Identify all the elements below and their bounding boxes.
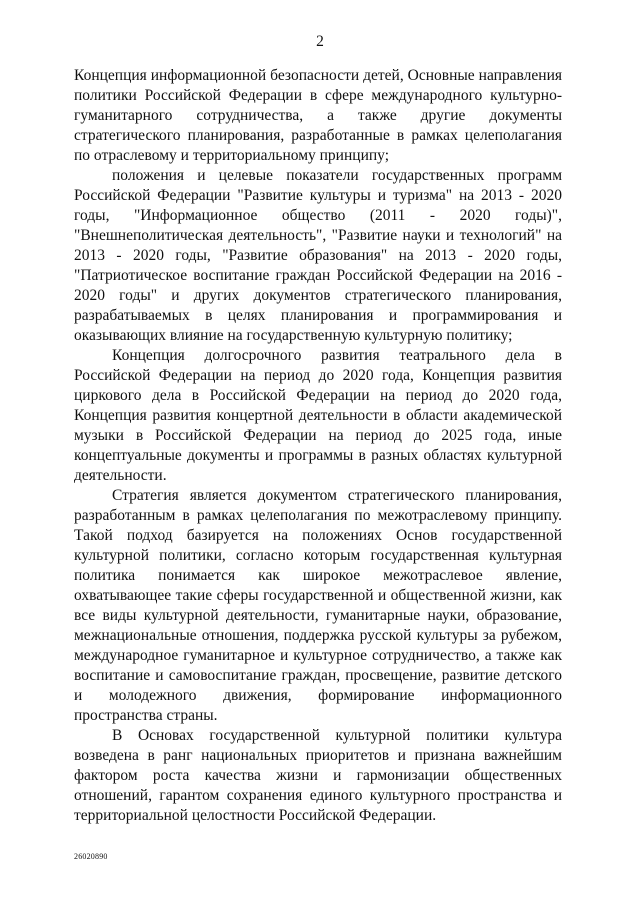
- paragraph: Концепция долгосрочного развития театрального дела в Российской Федерации на период до 2020 года, Концепция развития циркового дела в Российской Федерации на период до 2020 года, Концепция развития концертной деятельности в области академической музыки в Российской Федерации на период до 2025 года, иные концептуальные документы и программы в разных областях культурной деятельности.: [74, 347, 562, 484]
- paragraph: положения и целевые показатели государственных программ Российской Федерации "Развитие культуры и туризма" на 2013 - 2020 годы, "Информационное общество (2011 - 2020 годы)", "Внешнеполитическая деятельность", "Развитие науки и технологий" на 2013 - 2020 годы, "Развитие образования" на 2013 - 2020 годы, "Патриотическое воспитание граждан Российской Федерации на 2016 - 2020 годы" и других документов стратегического планирования, разрабатываемых в целях планирования и программирования и оказывающих влияние на государственную культурную политику;: [74, 167, 562, 344]
- paragraph: В Основах государственной культурной политики культура возведена в ранг национальных приоритетов и признана важнейшим фактором роста качества жизни и гармонизации общественных отношений, гарантом сохранения единого культурного пространства и территориальной целостности Российской Федерации.: [74, 727, 562, 824]
- paragraph: Стратегия является документом стратегического планирования, разработанным в рамках целеполагания по межотраслевому принципу. Такой подход базируется на положениях Основ государственной культурной политики, согласно которым государственная культурная политика понимается как широкое межотраслевое явление, охватывающее такие сферы государственной и общественной жизни, как все виды культурной деятельности, гуманитарные науки, образование, межнациональные отношения, поддержка русской культуры за рубежом, международное гуманитарное и культурное сотрудничество, а также как воспитание и самовоспитание граждан, просвещение, развитие детского и молодежного движения, формирование информационного пространства страны.: [74, 487, 562, 724]
- page-number: 2: [316, 33, 324, 50]
- document-body: [74, 66, 562, 826]
- document-code: 26020890: [74, 852, 108, 861]
- paragraph: Концепция информационной безопасности детей, Основные направления политики Российской Федерации в сфере международного культурно-гуманитарного сотрудничества, а также другие документы стратегического планирования, разработанные в рамках целеполагания по отраслевому и территориальному принципу;: [74, 67, 562, 164]
